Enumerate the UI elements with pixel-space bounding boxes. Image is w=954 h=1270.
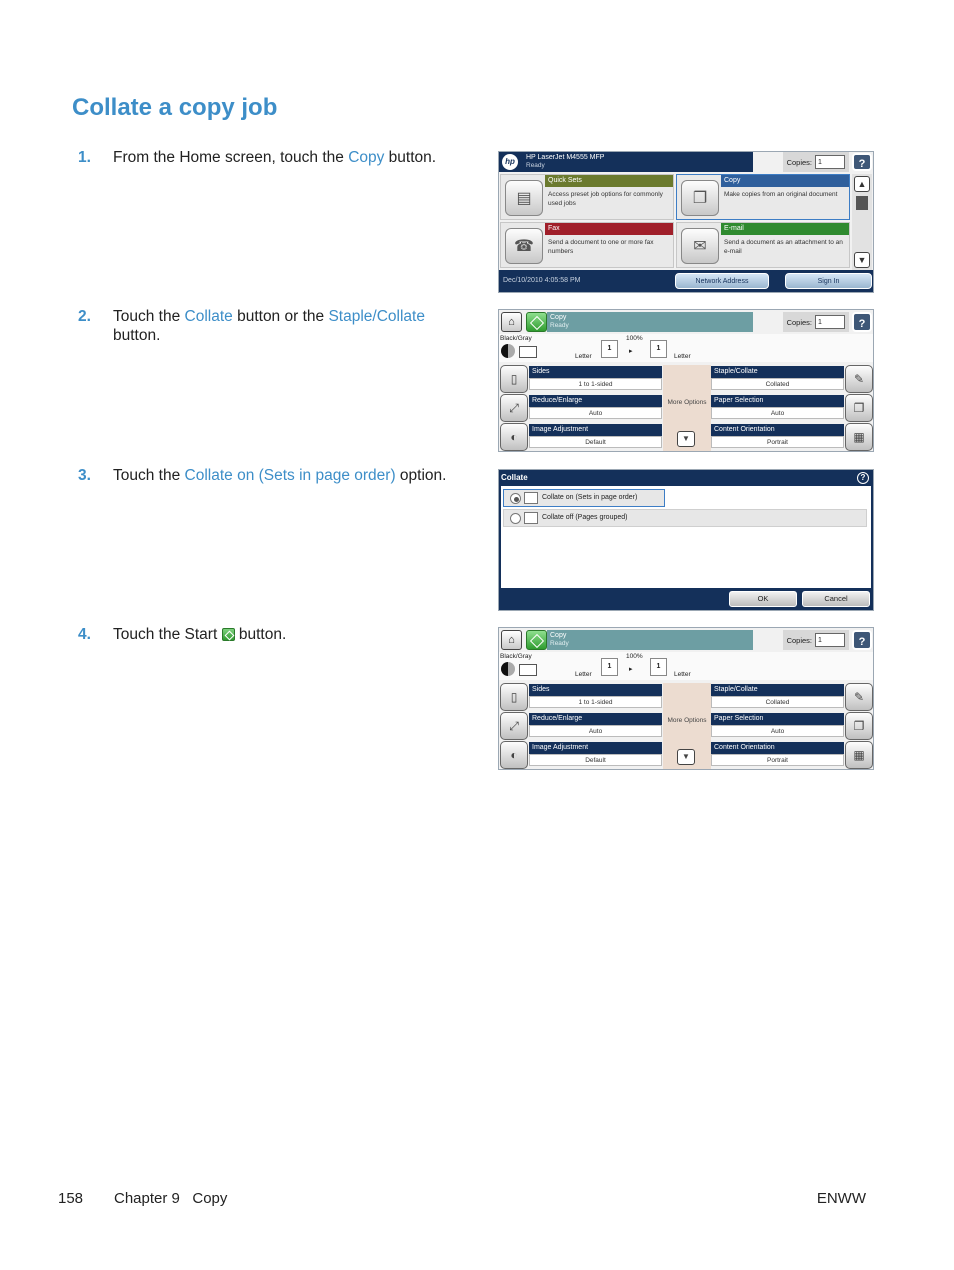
content-orientation-option[interactable]: Content Orientation Portrait ▦ — [711, 423, 873, 451]
color-mode-label: Black/Gray — [500, 335, 532, 342]
hp-logo: hp — [502, 154, 518, 170]
quick-sets-icon: ▤ — [505, 180, 543, 216]
staple-collate-option[interactable]: Staple/Collate Collated ✎ — [711, 365, 873, 393]
staple-icon: ✎ — [845, 365, 873, 393]
orientation-icon: ▦ — [845, 741, 873, 769]
collate-on-option[interactable]: Collate on (Sets in page order) — [503, 489, 665, 507]
staple-collate-link: Staple/Collate — [328, 308, 425, 325]
copy-status-bar: Copy Ready — [547, 630, 753, 650]
paper-selection-option[interactable]: Paper Selection Auto ❐ — [711, 394, 873, 422]
copies-box: Copies: 1 — [783, 312, 849, 332]
copies-box: Copies: 1 — [783, 630, 849, 650]
home-screen — [498, 151, 874, 293]
copy-screen-start — [498, 627, 874, 770]
color-mode-icon — [501, 662, 515, 676]
arrow-right-icon: ▸ — [629, 666, 633, 673]
scroll-up-icon[interactable]: ▲ — [854, 176, 870, 192]
copy-header — [499, 310, 873, 334]
collate-dialog — [498, 469, 874, 611]
copies-input[interactable]: 1 — [815, 633, 845, 647]
document-icon — [519, 346, 537, 358]
page-number: 158 — [58, 1190, 84, 1207]
copy-icon: ❐ — [681, 180, 719, 216]
staple-icon: ✎ — [845, 683, 873, 711]
step-4: 4. Touch the Start button. — [78, 626, 287, 643]
chevron-down-icon[interactable]: ▼ — [677, 749, 695, 765]
collate-dialog-footer — [499, 588, 873, 610]
device-name: HP LaserJet M4555 MFP — [526, 154, 605, 161]
document-icon — [519, 664, 537, 676]
image-adjustment-option[interactable]: ◐ Image Adjustment Default — [500, 741, 662, 769]
quick-sets-tile[interactable]: ▤ Quick Sets Access preset job options for commonly used jobs — [500, 174, 674, 220]
radio-icon[interactable] — [510, 513, 521, 524]
sign-in-button[interactable]: Sign In — [785, 273, 872, 289]
copies-label: Copies: — [786, 157, 812, 167]
step-number: 3. — [78, 467, 91, 484]
collate-options-list — [501, 486, 871, 588]
step-3: 3. Touch the Collate on (Sets in page order) option. — [78, 467, 447, 484]
staple-collate-option[interactable]: Staple/Collate Collated ✎ — [711, 683, 873, 711]
network-address-button[interactable]: Network Address — [675, 273, 769, 289]
scroll-thumb[interactable] — [856, 196, 868, 210]
email-icon: ✉ — [681, 228, 719, 264]
help-button[interactable]: ? — [852, 312, 872, 332]
paper-icon: ❐ — [845, 394, 873, 422]
page-title: Collate a copy job — [72, 94, 278, 121]
copy-screen — [498, 309, 874, 452]
cancel-button[interactable]: Cancel — [802, 591, 870, 607]
content-orientation-option[interactable]: Content Orientation Portrait ▦ — [711, 741, 873, 769]
radio-selected-icon[interactable] — [510, 493, 521, 504]
home-icon[interactable]: ⌂ — [501, 312, 522, 332]
copy-preview: Black/Gray 100% 1 ▸ 1 Letter Letter — [499, 652, 873, 680]
sides-option[interactable]: ▯ Sides 1 to 1-sided — [500, 683, 662, 711]
image-adjustment-option[interactable]: ◐ Image Adjustment Default — [500, 423, 662, 451]
copy-status-bar: Copy Ready — [547, 312, 753, 332]
collate-off-option[interactable]: Collate off (Pages grouped) — [503, 509, 867, 527]
arrow-right-icon: ▸ — [629, 348, 633, 355]
step-number: 2. — [78, 308, 91, 325]
start-button[interactable] — [526, 312, 547, 332]
copy-preview: Black/Gray 100% 1 ▸ 1 Letter Letter — [499, 334, 873, 362]
ok-button[interactable]: OK — [729, 591, 797, 607]
start-icon — [222, 628, 235, 641]
reduce-enlarge-option[interactable]: ⤢ Reduce/Enlarge Auto — [500, 394, 662, 422]
home-icon[interactable]: ⌂ — [501, 630, 522, 650]
collate-dialog-title: Collate ? — [499, 470, 873, 486]
chapter-label: Chapter 9 Copy — [114, 1190, 228, 1207]
copies-box — [783, 152, 849, 172]
color-mode-icon — [501, 344, 515, 358]
reduce-enlarge-option[interactable]: ⤢ Reduce/Enlarge Auto — [500, 712, 662, 740]
copy-header — [499, 628, 873, 652]
device-status: Ready — [526, 162, 545, 169]
fax-icon: ☎ — [505, 228, 543, 264]
copy-tile[interactable]: ❐ Copy Make copies from an original document — [676, 174, 850, 220]
collate-link: Collate — [184, 308, 233, 325]
paper-selection-option[interactable]: Paper Selection Auto ❐ — [711, 712, 873, 740]
sides-icon: ▯ — [500, 365, 528, 393]
reduce-enlarge-icon: ⤢ — [500, 712, 528, 740]
step-2: 2. Touch the Collate button or the Staple/Collate button. — [78, 308, 425, 344]
scroll-down-icon[interactable]: ▼ — [854, 252, 870, 268]
step-number: 4. — [78, 626, 91, 643]
color-mode-label: Black/Gray — [500, 653, 532, 660]
home-footer — [499, 270, 873, 292]
copy-link: Copy — [348, 149, 385, 166]
pages-icon — [524, 492, 538, 504]
sides-icon: ▯ — [500, 683, 528, 711]
fax-tile[interactable]: ☎ Fax Send a document to one or more fax numbers — [500, 222, 674, 268]
copies-input[interactable]: 1 — [815, 315, 845, 329]
more-options[interactable]: More Options ▼ — [663, 683, 711, 770]
step-1: 1. From the Home screen, touch the Copy button. — [78, 149, 437, 166]
copies-input[interactable]: 1 — [815, 155, 845, 169]
step-number: 1. — [78, 149, 91, 166]
orientation-icon: ▦ — [845, 423, 873, 451]
date-time: Dec/10/2010 4:05:58 PM — [503, 277, 581, 284]
home-header — [499, 152, 753, 172]
help-icon[interactable]: ? — [857, 472, 869, 484]
reduce-enlarge-icon: ⤢ — [500, 394, 528, 422]
more-options[interactable]: More Options ▼ — [663, 365, 711, 452]
image-adjustment-icon: ◐ — [500, 741, 528, 769]
scrollbar[interactable] — [852, 174, 872, 270]
sides-option[interactable]: ▯ Sides 1 to 1-sided — [500, 365, 662, 393]
email-tile[interactable]: ✉ E-mail Send a document as an attachment to an e-mail — [676, 222, 850, 268]
collate-on-link: Collate on (Sets in page order) — [184, 467, 396, 484]
help-button[interactable]: ? — [852, 153, 872, 171]
pages-icon — [524, 512, 538, 524]
footer-right: ENWW — [816, 1190, 866, 1207]
chevron-down-icon[interactable]: ▼ — [677, 431, 695, 447]
help-button[interactable]: ? — [852, 630, 872, 650]
start-button[interactable] — [526, 630, 547, 650]
paper-icon: ❐ — [845, 712, 873, 740]
image-adjustment-icon: ◐ — [500, 423, 528, 451]
